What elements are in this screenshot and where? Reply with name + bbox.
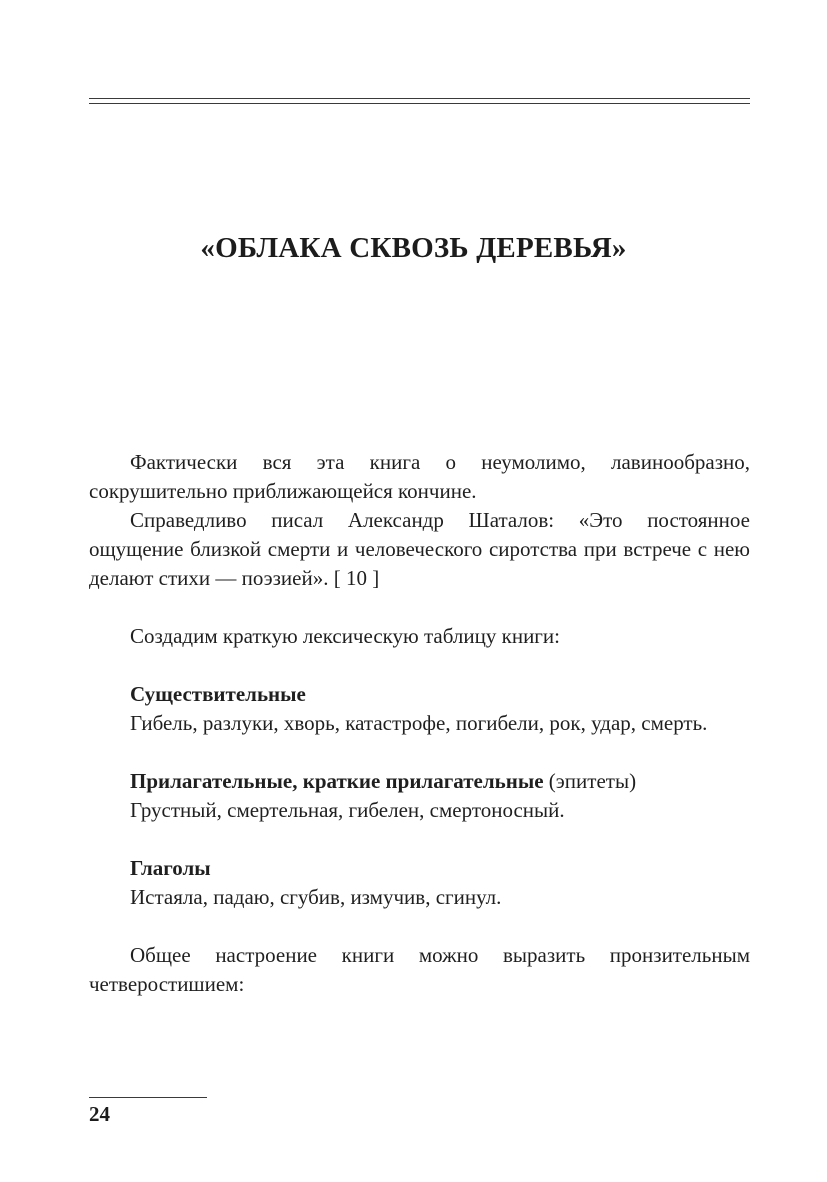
- chapter-title: «ОБЛАКА СКВОЗЬ ДЕРЕВЬЯ»: [200, 232, 627, 264]
- section-heading-adjectives: [89, 767, 750, 796]
- section-text-verbs: Истаяла, падаю, сгубив, измучив, сгинул.: [130, 885, 502, 909]
- section-heading-adjectives-suffix: (эпитеты): [548, 769, 637, 793]
- section-text-adjectives: Грустный, смертельная, гибелен, смертоносный.: [130, 798, 565, 822]
- section-heading-nouns: Существительные: [130, 682, 306, 706]
- spacer: [89, 738, 750, 767]
- paragraph-table-intro: Создадим краткую лексическую таблицу книги:: [130, 624, 560, 648]
- footer-rule: [89, 1097, 207, 1098]
- header-rule-upper: [89, 98, 750, 99]
- spacer: [89, 651, 750, 680]
- paragraph-quote: Справедливо писал Александр Шаталов: «Это постоянное ощущение близкой смерти и человеческого сиротства при встрече с нею делают стихи — поэзией». [ 10 ]: [89, 508, 750, 590]
- section-text-nouns: Гибель, разлуки, хворь, катастрофе, погибели, рок, удар, смерть.: [130, 711, 708, 735]
- page-number: 24: [89, 1102, 110, 1126]
- header-rule-lower: [89, 103, 750, 104]
- paragraph-intro: Фактически вся эта книга о неумолимо, лавинообразно, сокрушительно приближающейся кончине.: [89, 450, 750, 503]
- spacer: [89, 825, 750, 854]
- section-heading-verbs: Глаголы: [130, 856, 211, 880]
- paragraph-mood: Общее настроение книги можно выразить пронзительным четверостишием:: [89, 943, 750, 996]
- spacer: [89, 912, 750, 941]
- body-text: [89, 448, 750, 999]
- spacer: [89, 593, 750, 622]
- section-heading-adjectives-main: Прилагательные, краткие прилагательные: [130, 769, 544, 793]
